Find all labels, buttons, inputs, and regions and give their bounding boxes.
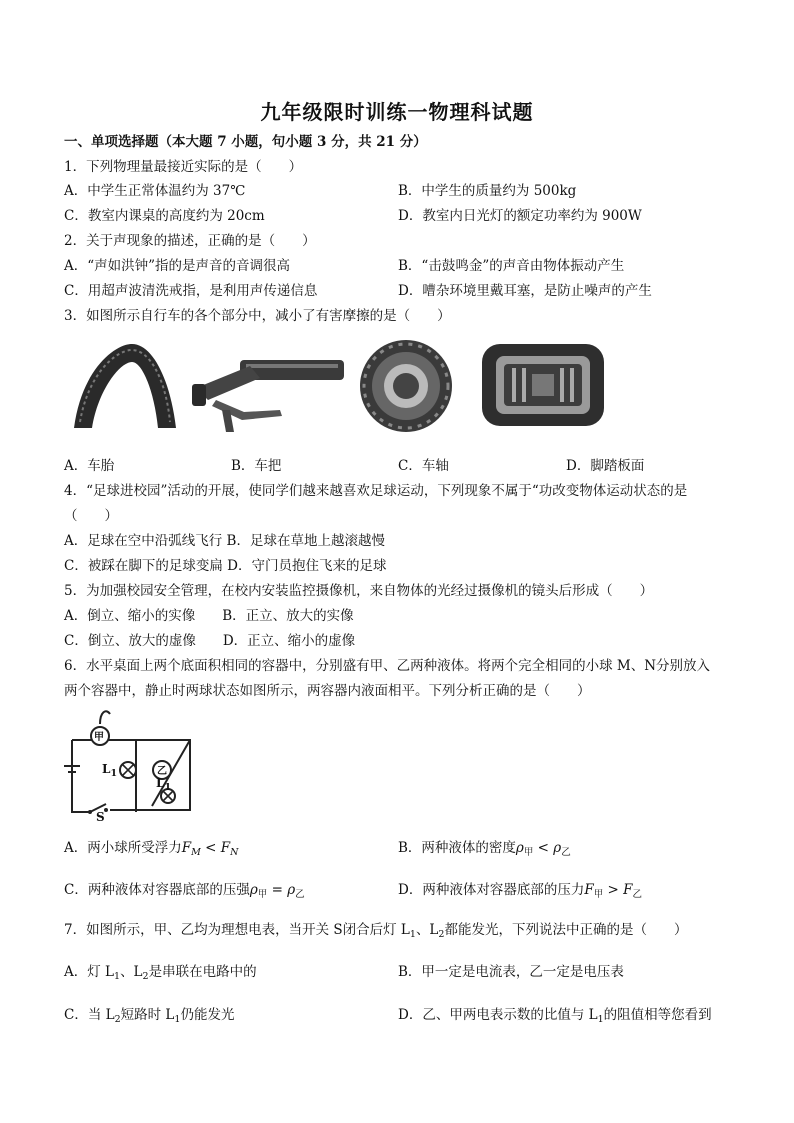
q6-option-d: D．两种液体对容器底部的压力$F_甲 > F_乙$	[398, 882, 643, 900]
q7-stem: 7．如图所示，甲、乙均为理想电表，当开关 S闭合后灯 $L_1$、$L_2$都能发光，下列说法中正确的是（ ）	[64, 922, 688, 940]
q3-option-a: A．车胎	[64, 458, 115, 474]
axle-image	[344, 336, 468, 434]
q3-option-d: D．脚踏板面	[566, 458, 645, 474]
q1-stem: 1．下列物理量最接近实际的是（ ）	[64, 159, 303, 175]
q2-option-b: B．“击鼓鸣金”的声音由物体振动产生	[398, 258, 625, 274]
q2-option-c: C．用超声波清洗戒指，是利用声传递信息	[64, 283, 318, 299]
q1-option-a: A．中学生正常体温约为 37℃	[64, 183, 246, 199]
handlebar-image	[186, 340, 346, 432]
q5-options-ab: A．倒立、缩小的实像 B．正立、放大的实像	[64, 608, 354, 624]
q5-stem: 5．为加强校园安全管理，在校内安装监控摄像机，来自物体的光经过摄像机的镜头后形成（ ）	[64, 583, 654, 599]
q3-stem: 3．如图所示自行车的各个部分中，减小了有害摩擦的是（ ）	[64, 308, 451, 324]
circuit-diagram	[60, 706, 200, 824]
q7-option-a: A．灯 $L_1$、$L_2$是串联在电路中的	[64, 964, 257, 982]
q4-stem-continued: （ ）	[64, 508, 118, 524]
q6-stem-continued: 两个容器中，静止时两球状态如图所示，两容器内液面相平。下列分析正确的是（ ）	[64, 683, 591, 699]
q4-options-cd: C．被踩在脚下的足球变扁 D．守门员抱住飞来的足球	[64, 558, 387, 574]
q6-option-b: B．两种液体的密度$\rho_甲 < \rho_乙$	[398, 840, 571, 858]
q2-option-d: D．嘈杂环境里戴耳塞，是防止噪声的产生	[398, 283, 652, 299]
circuit-wires	[60, 706, 200, 824]
page-title: 九年级限时训练一物理科试题	[260, 100, 534, 124]
q4-stem: 4．“足球进校园”活动的开展，使同学们越来越喜欢足球运动，下列现象不属于“功改变物体运动状态的是	[64, 483, 688, 499]
q6-option-a: A．两小球所受浮力$F_M < F_N$	[64, 840, 239, 858]
q7-option-c: C．当 $L_2$短路时 $L_1$仍能发光	[64, 1007, 235, 1025]
q1-option-b: B．中学生的质量约为 500kg	[398, 183, 577, 199]
meter-yi-label: 乙	[157, 766, 167, 777]
q2-option-a: A．“声如洪钟”指的是声音的音调很高	[64, 258, 291, 274]
q3-option-b: B．车把	[231, 458, 282, 474]
q5-options-cd: C．倒立、放大的虚像 D．正立、缩小的虚像	[64, 633, 356, 649]
q7-option-d: D．乙、甲两电表示数的比值与 $L_1$的阻值相等您看到	[398, 1007, 712, 1025]
q7-option-b: B．甲一定是电流表，乙一定是电压表	[398, 964, 624, 980]
lamp-l1-label: $L_1$	[102, 762, 118, 779]
q1-option-c: C．教室内课桌的高度约为 20cm	[64, 208, 265, 224]
q3-option-c: C．车轴	[398, 458, 449, 474]
q4-options-ab: A．足球在空中沿弧线飞行 B．足球在草地上越滚越慢	[64, 533, 385, 549]
meter-jia-label: 甲	[94, 732, 104, 743]
q1-option-d: D．教室内日光灯的额定功率约为 900W	[398, 208, 642, 224]
section-heading: 一、单项选择题（本大题 7 小题，句小题 3 分，共 21 分）	[64, 134, 427, 150]
tire-image	[66, 338, 180, 430]
q2-stem: 2．关于声现象的描述，正确的是（ ）	[64, 233, 316, 249]
pedal-image	[478, 338, 608, 432]
switch-label: S	[96, 810, 105, 824]
q6-stem: 6．水平桌面上两个底面积相同的容器中，分别盛有甲、乙两种液体。将两个完全相同的小球 M、N分别放入	[64, 658, 711, 674]
lamp-l2-label: $L_1$	[156, 776, 172, 793]
q6-option-c: C．两种液体对容器底部的压强$\rho_甲 = \rho_乙$	[64, 882, 305, 900]
